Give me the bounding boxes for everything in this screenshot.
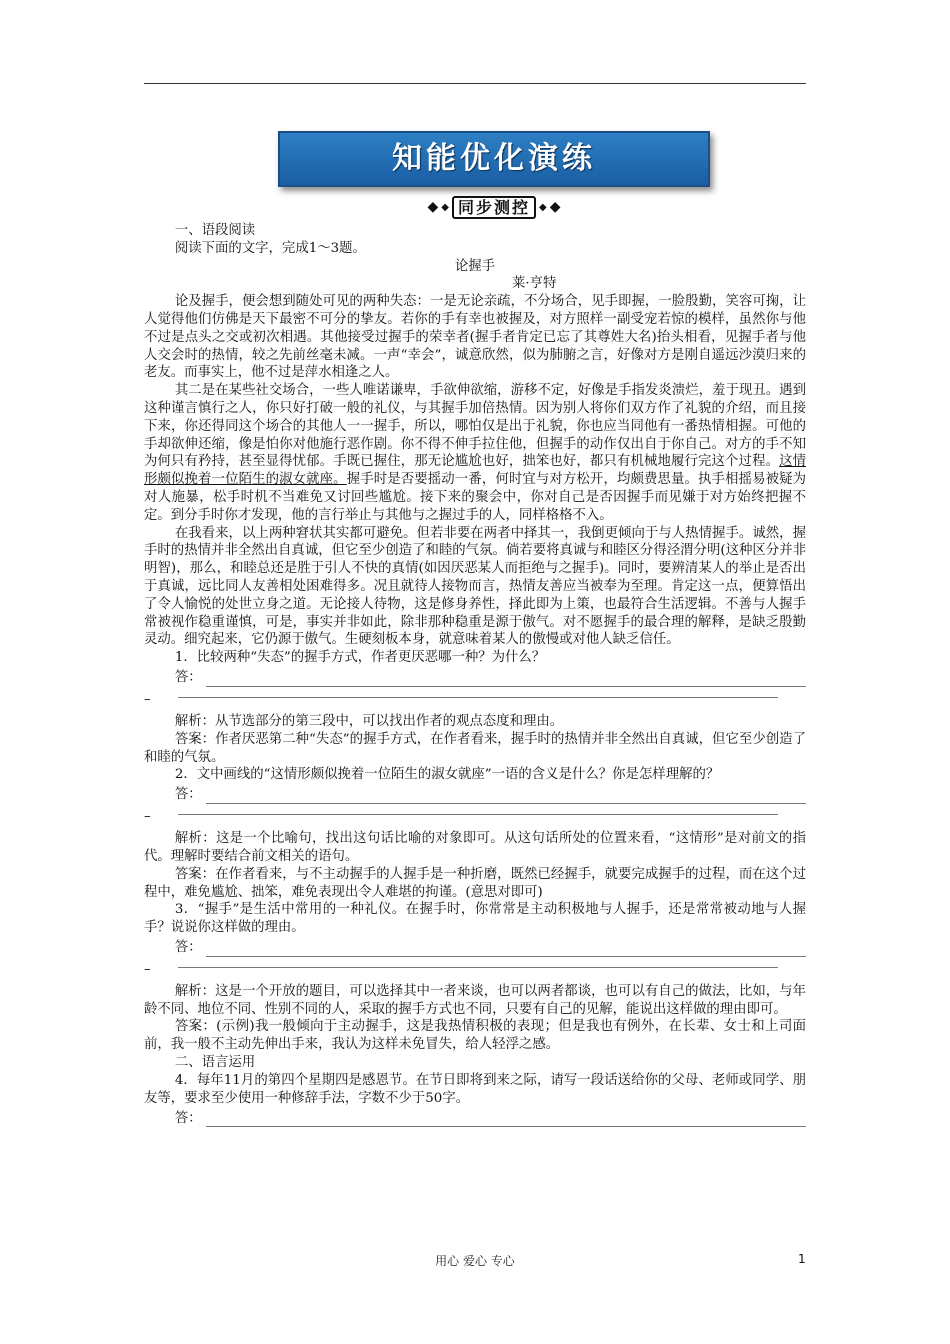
page-number: 1 (798, 1252, 806, 1266)
footer-text: 用心 爱心 专心 (435, 1254, 515, 1268)
diamond-small-icon: ◆ (539, 201, 547, 213)
section-heading: 一、语段阅读 (174, 223, 256, 238)
question-4: 4．每年11月的第四个星期四是感恩节。在节日即将到来之际，请写一段话送给你的父母、老师或同学、朋友等，要求至少使用一种修辞手法，字数不少于50字。 (144, 1072, 806, 1106)
answer-3: 答案：(示例)我一般倾向于主动握手，这是我热情积极的表现；但是我也有例外，在长辈、女士和上司面前，我一般不主动先伸出手来，我认为这样未免冒失，给人轻浮之感。 (144, 1019, 806, 1053)
answer-field[interactable] (144, 937, 806, 957)
answer-line (206, 790, 806, 804)
answer-line-2: – (144, 687, 806, 713)
subtitle-banner (392, 196, 596, 218)
article-paragraph: 论及握手，便会想到随处可见的两种失态：一是无论亲疏，不分场合，见手即握，一脸殷勤，笑容可掬，让人觉得他们仿佛是天下最密不可分的挚友。若你的手有幸也被握及，对方照样一副受宠若惊的模样，虽然你与他不过是点头之交或初次相遇。其他接受过握手的荣幸者(握手者肯定已忘了其尊姓大名)抬头相看，见握手者与他人交会时的热情，较之先前丝毫未减。一声“幸会”，诚意欣然，似为肺腑之言，好像对方是刚自遥远沙漠归来的老友。而事实上，他不过是萍水相逢之人。 (144, 294, 806, 381)
title-banner: 知能优化演练 (278, 131, 710, 187)
answer-2: 答案：在作者看来，与不主动握手的人握手是一种折磨，既然已经握手，就要完成握手的过程，而在这个过程中，难免尴尬、拙笨，难免表现出令人难堪的拘谨。(意思对即可) (144, 866, 806, 900)
analysis-3: 解析：这是一个开放的题目，可以选择其中一者来谈，也可以两者都谈，也可以有自己的做法，比如，与年龄不同、地位不同、性别不同的人，采取的握手方式也不同，只要有自己的见解，能说出这样做的理由即可。 (144, 983, 806, 1017)
question-1: 1．比较两种“失态”的握手方式，作者更厌恶哪一种？为什么？ (174, 650, 546, 666)
answer-label: 答： (174, 940, 202, 956)
answer-label: 答： (174, 1110, 202, 1126)
underlined-sentence: 这情形颇似挽着一位陌生的淑女就座。 (144, 454, 806, 488)
answer-label: 答： (174, 787, 202, 803)
analysis-2: 解析：这是一个比喻句，找出这句话比喻的对象即可。从这句话所处的位置来看，“这情形”是对前文的指代。理解时要结合前文相关的语句。 (144, 831, 806, 864)
document-body (144, 222, 806, 1127)
diamond-icon: ◆ (427, 199, 439, 215)
answer-line (206, 1113, 806, 1127)
analysis-1: 解析：从节选部分的第三段中，可以找出作者的观点态度和理由。 (174, 713, 564, 729)
answer-field[interactable] (144, 784, 806, 804)
answer-line (206, 673, 806, 687)
section-heading: 二、语言运用 (174, 1055, 256, 1071)
article-title: 论握手 (454, 258, 496, 274)
question-3: 3．“握手”是生活中常用的一种礼仪。在握手时，你常常是主动积极地与人握手，还是常常被动地与人握手？说说你这样做的理由。 (144, 902, 806, 936)
answer-field[interactable] (144, 1107, 806, 1127)
answer-label: 答： (174, 670, 202, 686)
answer-field[interactable] (144, 667, 806, 687)
header-rule (144, 83, 806, 84)
answer-line-2: – (144, 804, 806, 830)
instruction: 阅读下面的文字，完成1～3题。 (174, 240, 366, 256)
answer-line-2: – (144, 957, 806, 983)
question-2: 2．文中画线的“这情形颇似挽着一位陌生的淑女就座”一语的含义是什么？你是怎样理解的？ (174, 767, 720, 783)
diamond-small-icon: ◆ (441, 201, 449, 213)
article-paragraph: 其二是在某些社交场合，一些人唯诺谦卑，手欲伸欲缩，游移不定，好像是手指发炎溃烂，羞于现丑。遇到这种谨言慎行之人，你只好打破一般的礼仪，与其握手加倍热情。因为别人将你们双方作了礼貌的介绍，而且接下来，你还得同这个场合的其他人一一握手，所以，哪怕仅是出于礼貌，你也应当同他有一番热情相握。可他的手却欲伸还缩，像是怕你对他施行恶作剧。你不得不伸手拉住他，但握手的动作仅出自于你自己。对方的手不知为何只有矜持，甚至显得忧郁。手既已握住，那无论尴尬也好，拙笨也好，都只有机械地履行完这个过程。这情形颇似挽着一位陌生的淑女就座。握手时是否要摇动一番，何时宜与对方松开，均颇费思量。执手相摇易被疑为对人施暴，松手时机不当难免又讨回些尴尬。接下来的聚会中，你对自己是否因握手而见嫌于对方始终把握不定。到分手时你才发现，他的言行举止与其他与之握过手的人，同样格格不入。 (144, 383, 807, 523)
article-author: 莱·亨特 (512, 276, 557, 292)
diamond-icon: ◆ (549, 199, 561, 215)
article-paragraph: 在我看来，以上两种窘状其实都可避免。但若非要在两者中择其一，我倒更倾向于与人热情握手。诚然，握手时的热情并非全然出自真诚，但它至少创造了和睦的气氛。倘若要将真诚与和睦区分得泾渭分明(这种区分并非明智)，那么，和睦总还是胜于引人不快的真情(如因厌恶某人而拒绝与之握手)。同时，要辨清某人的举止是否出于真诚，远比同人友善相处困难得多。况且就待人接物而言，热情友善应当被奉为至理。肯定这一点，便算悟出了令人愉悦的处世立身之道。无论接人待物，这是修身养性，择此即为上策，也最符合生活逻辑。不善与人握手常被视作稳重谨慎，可是，事实并非如此，除非那种稳重是源于傲气。对不愿握手的最合理的解释，是缺乏殷勤灵动。细究起来，它仍源于傲气。生硬刻板本身，就意味着某人的傲慢或对他人缺乏信任。 (144, 525, 806, 648)
subtitle-label: 同步测控 (452, 196, 536, 219)
answer-line (206, 943, 806, 957)
answer-1: 答案：作者厌恶第二种“失态”的握手方式，在作者看来，握手时的热情并非全然出自真诚，但它至少创造了和睦的气氛。 (144, 731, 806, 765)
